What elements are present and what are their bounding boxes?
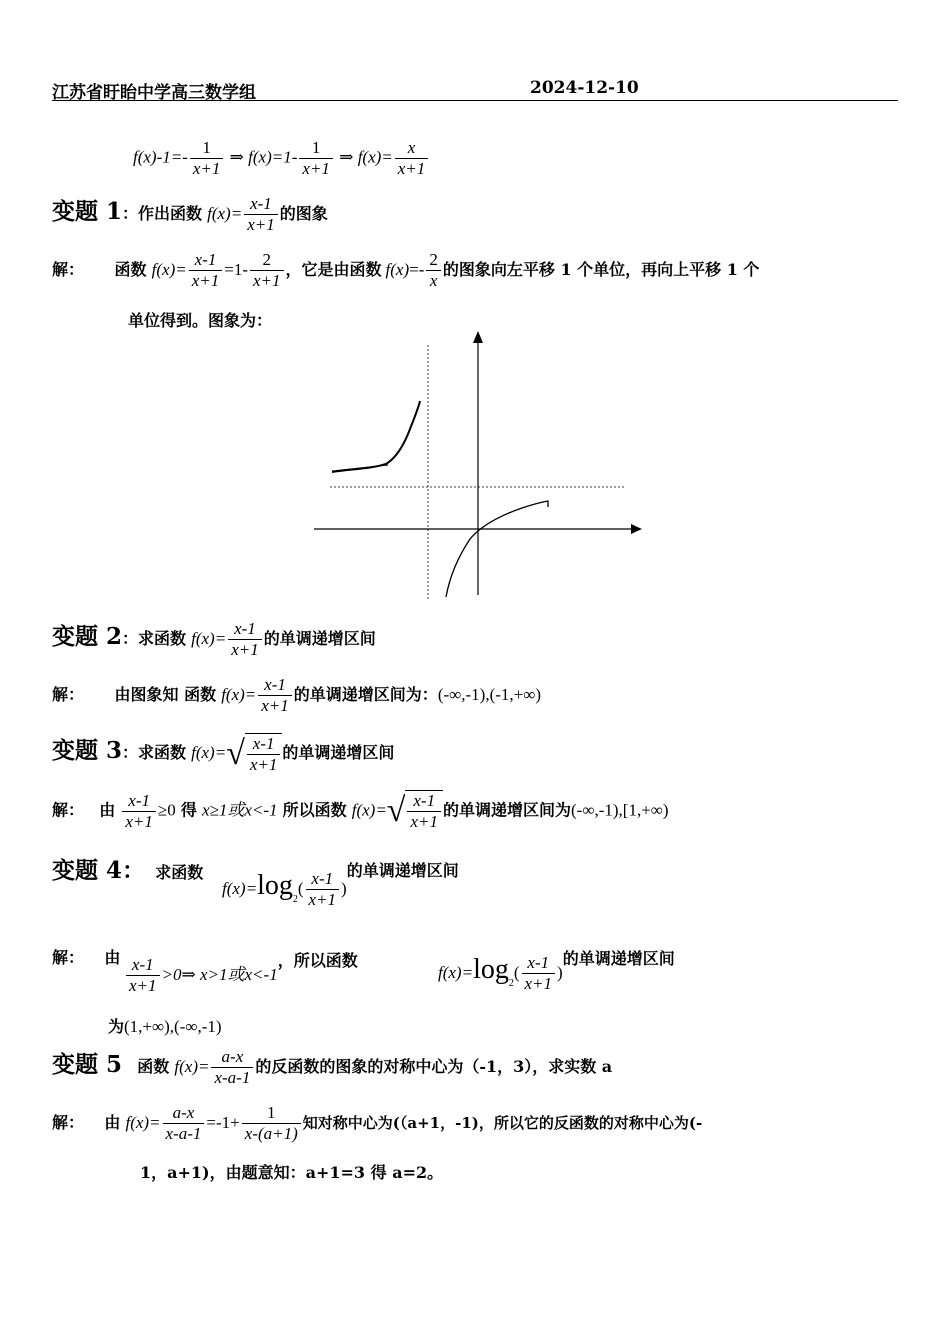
problem-4-solution-cont: 为(1,+∞),(-∞,-1): [108, 1017, 222, 1036]
header-rule: [52, 100, 898, 101]
problem-4-solution-formula: $f(x)=\log_2$( $\frac{x-1}{x+1}$ )的单调递增区间: [438, 949, 675, 993]
curve-right-branch: [446, 501, 548, 597]
problem-5-statement: 变题 5 函数 f(x)= $\frac{a-x}{x-a-1}$ 的反函数的图象的对称中心为（-1，3），求实数 a: [52, 1047, 613, 1087]
function-graph: [300, 325, 650, 605]
problem-4-formula: $f(x)=\log_2$( $\frac{x-1}{x+1}$ )的单调递增区间: [222, 861, 459, 909]
problem-1-solution-cont: 单位得到。图象为：: [128, 311, 273, 330]
header-school: 江苏省盱眙中学高三数学组: [52, 83, 256, 103]
curve-left-branch: [332, 401, 420, 472]
header-date: 2024-12-10: [530, 78, 639, 98]
problem-4-solution-math: $\frac{x-1}{x+1}$ >0⇒ x>1或x<-1，所以函数: [124, 948, 358, 996]
x-axis-arrow-icon: [631, 524, 642, 534]
y-axis-arrow-icon: [473, 331, 483, 343]
problem-4-solution: 解： 由: [52, 948, 121, 967]
problem-5-solution: 解： 由 f(x)= $\frac{a-x}{x-a-1}$ =-1+ $\frac{1}{x-(a+1)}$ 知对称中心为(（a+1，-1)，所以它的反函数的对称中心为(-: [52, 1103, 703, 1143]
problem-2-statement: 变题 2：求函数 f(x)= $\frac{x-1}{x+1}$ 的单调递增区间: [52, 619, 376, 659]
curve-left-tail: [332, 465, 388, 471]
problem-5-solution-cont: 1，a+1)，由题意知：a+1=3 得 a=2。: [140, 1163, 444, 1182]
problem-1-statement: 变题 1：作出函数 f(x)= $\frac{x-1}{x+1}$ 的图象: [52, 194, 328, 234]
problem-3-statement: 变题 3：求函数 f(x)=√ $\frac{x-1}{x+1}$ 的单调递增区间: [52, 733, 395, 774]
intro-formula: f(x)-1=- $\frac{1}{x+1}$ ⇒ f(x)=1- $\frac{1}{x+1}$ ⇒ f(x)= $\frac{x}{x+1}$: [133, 138, 430, 179]
problem-3-solution: 解： 由 $\frac{x-1}{x+1}$ ≥0 得 x≥1或x<-1 所以函数 f(x)=√ $\frac{x-1}{x+1}$ 的单调递增区间为(-∞,-1),[1,+∞): [52, 790, 669, 831]
problem-1-solution: 解： 函数 f(x)= $\frac{x-1}{x+1}$ =1- $\frac{2}{x+1}$ ，它是由函数 f(x)=- $\frac{2}{x}$ 的图象向左平移 1 个单位，再向上平移 1 个: [52, 250, 760, 290]
problem-2-solution: 解： 由图象知 函数 f(x)= $\frac{x-1}{x+1}$ 的单调递增区间为：(-∞,-1),(-1,+∞): [52, 675, 542, 715]
problem-4-statement: 变题 4： 求函数: [52, 857, 204, 884]
